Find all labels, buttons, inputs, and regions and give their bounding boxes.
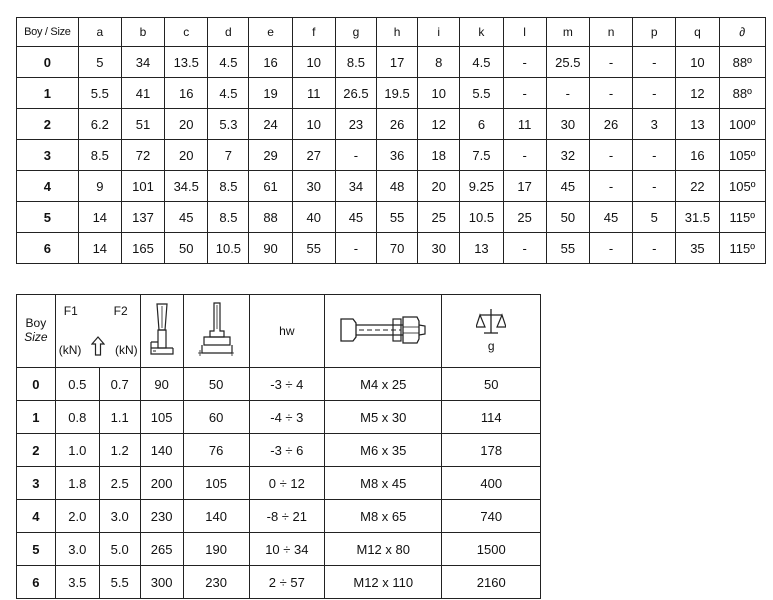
- dim-cell: 30: [546, 109, 589, 140]
- size-cell: 1: [17, 401, 56, 434]
- dim-cell: 32: [546, 140, 589, 171]
- dim-cell: 23: [335, 109, 376, 140]
- dim-cell: -: [633, 78, 676, 109]
- spec-header-bolt: [325, 295, 442, 368]
- dim-cell: -: [589, 47, 632, 78]
- dim-cell: 3: [633, 109, 676, 140]
- dim-cell: 4.5: [460, 47, 503, 78]
- spec-cell: 1.2: [99, 434, 140, 467]
- dim-cell: i: [418, 18, 460, 47]
- spec-cell: 178: [442, 434, 541, 467]
- dim-cell: 10: [292, 109, 335, 140]
- dim-cell: 20: [165, 140, 208, 171]
- size-cell: 3: [17, 467, 56, 500]
- dim-cell: p: [633, 18, 676, 47]
- dim-cell: 35: [676, 233, 719, 264]
- dim-cell: -: [589, 140, 632, 171]
- spec-cell: 230: [183, 566, 249, 599]
- dim-cell: 17: [503, 171, 546, 202]
- spec-cell: 1.1: [99, 401, 140, 434]
- dim-cell: 100º: [719, 109, 765, 140]
- dim-cell: 13.5: [165, 47, 208, 78]
- dim-cell: 5: [78, 47, 121, 78]
- size-cell: 0: [17, 368, 56, 401]
- dim-cell: 24: [249, 109, 292, 140]
- dim-cell: 13: [676, 109, 719, 140]
- spec-cell: 3.0: [55, 533, 99, 566]
- dim-cell: a: [78, 18, 121, 47]
- dim-cell: 8.5: [208, 171, 249, 202]
- dim-cell: 137: [121, 202, 164, 233]
- size-cell: Boy / Size: [17, 18, 79, 47]
- spec-cell: M6 x 35: [325, 434, 442, 467]
- f2-unit: (kN): [114, 343, 138, 357]
- dim-cell: 10: [292, 47, 335, 78]
- clamp-side-icon: [148, 302, 176, 361]
- spec-cell: 1.8: [55, 467, 99, 500]
- spec-cell: 60: [183, 401, 249, 434]
- up-arrow-icon: [91, 336, 105, 359]
- dim-cell: -: [589, 233, 632, 264]
- spec-row: [17, 401, 541, 434]
- dim-cell: 19: [249, 78, 292, 109]
- dim-row: [17, 140, 766, 171]
- clamp-front-icon: [196, 301, 236, 362]
- dim-cell: 9.25: [460, 171, 503, 202]
- dim-cell: -: [503, 140, 546, 171]
- spec-cell: 230: [140, 500, 183, 533]
- dim-cell: n: [589, 18, 632, 47]
- dim-cell: 115º: [719, 233, 765, 264]
- dim-row: [17, 47, 766, 78]
- dim-cell: 51: [121, 109, 164, 140]
- spec-cell: 50: [183, 368, 249, 401]
- spec-cell: 2 ÷ 57: [249, 566, 324, 599]
- dim-cell: k: [460, 18, 503, 47]
- size-cell: 3: [17, 140, 79, 171]
- dim-cell: 8.5: [78, 140, 121, 171]
- dim-cell: 10: [676, 47, 719, 78]
- dim-cell: 61: [249, 171, 292, 202]
- dim-cell: -: [589, 78, 632, 109]
- spec-cell: 0.5: [55, 368, 99, 401]
- dim-cell: 7: [208, 140, 249, 171]
- dim-cell: 50: [546, 202, 589, 233]
- spec-cell: 76: [183, 434, 249, 467]
- size-cell: 0: [17, 47, 79, 78]
- dim-cell: 25: [503, 202, 546, 233]
- dim-cell: 5.5: [78, 78, 121, 109]
- dim-cell: d: [208, 18, 249, 47]
- spec-cell: 265: [140, 533, 183, 566]
- dim-cell: 5: [633, 202, 676, 233]
- spec-cell: 5.0: [99, 533, 140, 566]
- spec-cell: M8 x 45: [325, 467, 442, 500]
- spec-row: [17, 434, 541, 467]
- spec-row: [17, 368, 541, 401]
- dim-cell: 20: [165, 109, 208, 140]
- dim-cell: h: [377, 18, 418, 47]
- dim-cell: 36: [377, 140, 418, 171]
- dim-cell: 90: [249, 233, 292, 264]
- dim-cell: q: [676, 18, 719, 47]
- dim-cell: 55: [292, 233, 335, 264]
- spec-header-hw: [249, 295, 324, 368]
- spec-row: [17, 533, 541, 566]
- dim-cell: ∂: [719, 18, 765, 47]
- size-cell: 2: [17, 434, 56, 467]
- spec-cell: -4 ÷ 3: [249, 401, 324, 434]
- spec-cell: 105: [140, 401, 183, 434]
- dim-cell: 5.3: [208, 109, 249, 140]
- spec-cell: 0.7: [99, 368, 140, 401]
- dim-row: [17, 171, 766, 202]
- f1-label: F1: [63, 304, 78, 318]
- dim-cell: 27: [292, 140, 335, 171]
- spec-header-clamp-side: [140, 295, 183, 368]
- dim-cell: l: [503, 18, 546, 47]
- dim-cell: 12: [676, 78, 719, 109]
- dim-cell: 4.5: [208, 78, 249, 109]
- spec-cell: 140: [140, 434, 183, 467]
- spec-cell: 105: [183, 467, 249, 500]
- spec-cell: 400: [442, 467, 541, 500]
- dim-cell: -: [503, 47, 546, 78]
- dim-cell: 105º: [719, 140, 765, 171]
- spec-cell: 114: [442, 401, 541, 434]
- spec-cell: 0.8: [55, 401, 99, 434]
- dim-cell: 6: [460, 109, 503, 140]
- dim-cell: 70: [377, 233, 418, 264]
- spec-cell: 200: [140, 467, 183, 500]
- size-cell: 4: [17, 500, 56, 533]
- spec-cell: 2.5: [99, 467, 140, 500]
- spec-cell: 2160: [442, 566, 541, 599]
- dim-cell: 72: [121, 140, 164, 171]
- dim-cell: 11: [292, 78, 335, 109]
- dim-cell: 7.5: [460, 140, 503, 171]
- dim-cell: m: [546, 18, 589, 47]
- dim-cell: -: [633, 233, 676, 264]
- dim-cell: 13: [460, 233, 503, 264]
- dim-cell: 48: [377, 171, 418, 202]
- boy-label: Boy: [25, 316, 47, 331]
- spec-cell: 0 ÷ 12: [249, 467, 324, 500]
- size-cell: 6: [17, 233, 79, 264]
- spec-cell: 50: [442, 368, 541, 401]
- dim-cell: 34: [335, 171, 376, 202]
- dim-cell: 105º: [719, 171, 765, 202]
- dim-cell: 6.2: [78, 109, 121, 140]
- dimension-table: [16, 17, 766, 264]
- dim-cell: -: [633, 171, 676, 202]
- dim-cell: 12: [418, 109, 460, 140]
- dim-cell: 5.5: [460, 78, 503, 109]
- dim-cell: 101: [121, 171, 164, 202]
- dim-row: [17, 109, 766, 140]
- dim-cell: 41: [121, 78, 164, 109]
- spec-cell: 140: [183, 500, 249, 533]
- dim-cell: 40: [292, 202, 335, 233]
- spec-row: [17, 500, 541, 533]
- dim-cell: b: [121, 18, 164, 47]
- dim-cell: -: [633, 140, 676, 171]
- dim-cell: 45: [589, 202, 632, 233]
- dim-row: [17, 78, 766, 109]
- dim-cell: -: [335, 233, 376, 264]
- spec-cell: -3 ÷ 6: [249, 434, 324, 467]
- dim-cell: 34.5: [165, 171, 208, 202]
- spec-cell: M12 x 80: [325, 533, 442, 566]
- spec-cell: 3.5: [55, 566, 99, 599]
- dim-cell: 10.5: [460, 202, 503, 233]
- spec-row: [17, 566, 541, 599]
- size-cell: 1: [17, 78, 79, 109]
- dim-cell: e: [249, 18, 292, 47]
- dim-row: [17, 233, 766, 264]
- dim-cell: 11: [503, 109, 546, 140]
- bolt-icon: [337, 313, 429, 350]
- dim-cell: 29: [249, 140, 292, 171]
- spec-cell: 300: [140, 566, 183, 599]
- dim-cell: 9: [78, 171, 121, 202]
- spec-header-row: [17, 295, 541, 368]
- spec-header-weight: [442, 295, 541, 368]
- spec-cell: 1.0: [55, 434, 99, 467]
- spec-table: [16, 294, 541, 599]
- dim-cell: 22: [676, 171, 719, 202]
- dim-cell: -: [589, 171, 632, 202]
- dim-cell: 20: [418, 171, 460, 202]
- spec-cell: 90: [140, 368, 183, 401]
- spec-cell: -3 ÷ 4: [249, 368, 324, 401]
- size-cell: 5: [17, 533, 56, 566]
- dim-cell: 26.5: [335, 78, 376, 109]
- dim-cell: 17: [377, 47, 418, 78]
- spec-cell: 1500: [442, 533, 541, 566]
- dim-cell: 16: [249, 47, 292, 78]
- scale-icon: [476, 308, 506, 340]
- dim-cell: 4.5: [208, 47, 249, 78]
- spec-cell: 740: [442, 500, 541, 533]
- dim-cell: 8: [418, 47, 460, 78]
- dim-cell: 14: [78, 233, 121, 264]
- dim-cell: -: [503, 78, 546, 109]
- spec-cell: M12 x 110: [325, 566, 442, 599]
- size-cell: 4: [17, 171, 79, 202]
- dim-cell: 25.5: [546, 47, 589, 78]
- dim-cell: 55: [546, 233, 589, 264]
- dim-cell: 25: [418, 202, 460, 233]
- spec-cell: M5 x 30: [325, 401, 442, 434]
- f2-label: F2: [113, 304, 128, 318]
- dim-cell: 45: [165, 202, 208, 233]
- spec-cell: 3.0: [99, 500, 140, 533]
- dim-cell: -: [503, 233, 546, 264]
- dim-cell: 16: [165, 78, 208, 109]
- dim-cell: 10: [418, 78, 460, 109]
- dim-cell: 30: [292, 171, 335, 202]
- dim-cell: c: [165, 18, 208, 47]
- hw-label: hw: [279, 324, 295, 338]
- spec-header-clamp-front: [183, 295, 249, 368]
- dim-cell: 30: [418, 233, 460, 264]
- dim-cell: 10.5: [208, 233, 249, 264]
- spec-cell: M8 x 65: [325, 500, 442, 533]
- spec-cell: 2.0: [55, 500, 99, 533]
- dim-row: [17, 202, 766, 233]
- dim-cell: 45: [546, 171, 589, 202]
- dim-header-row: [17, 18, 766, 47]
- dim-cell: g: [335, 18, 376, 47]
- dim-cell: 19.5: [377, 78, 418, 109]
- dim-cell: 26: [377, 109, 418, 140]
- size-cell: 5: [17, 202, 79, 233]
- dim-cell: 34: [121, 47, 164, 78]
- dim-cell: 14: [78, 202, 121, 233]
- spec-cell: 5.5: [99, 566, 140, 599]
- dim-cell: 8.5: [335, 47, 376, 78]
- spec-header-force: [55, 295, 140, 368]
- dim-cell: 26: [589, 109, 632, 140]
- size-cell: 6: [17, 566, 56, 599]
- spec-cell: 10 ÷ 34: [249, 533, 324, 566]
- dim-cell: 88: [249, 202, 292, 233]
- f1-unit: (kN): [58, 343, 82, 357]
- dim-cell: 50: [165, 233, 208, 264]
- dim-cell: 31.5: [676, 202, 719, 233]
- spec-row: [17, 467, 541, 500]
- dim-cell: 45: [335, 202, 376, 233]
- dim-cell: -: [335, 140, 376, 171]
- dim-cell: 8.5: [208, 202, 249, 233]
- size-label: Size: [24, 330, 48, 344]
- weight-unit-label: g: [487, 339, 495, 353]
- dim-cell: 18: [418, 140, 460, 171]
- spec-cell: -8 ÷ 21: [249, 500, 324, 533]
- dim-cell: 88º: [719, 78, 765, 109]
- dim-cell: 165: [121, 233, 164, 264]
- dim-cell: 55: [377, 202, 418, 233]
- dim-cell: -: [546, 78, 589, 109]
- dim-cell: 115º: [719, 202, 765, 233]
- dim-cell: f: [292, 18, 335, 47]
- size-cell: 2: [17, 109, 79, 140]
- spec-cell: M4 x 25: [325, 368, 442, 401]
- dim-cell: 16: [676, 140, 719, 171]
- spec-cell: 190: [183, 533, 249, 566]
- dim-cell: 88º: [719, 47, 765, 78]
- spec-header-size: [17, 295, 56, 368]
- dim-cell: -: [633, 47, 676, 78]
